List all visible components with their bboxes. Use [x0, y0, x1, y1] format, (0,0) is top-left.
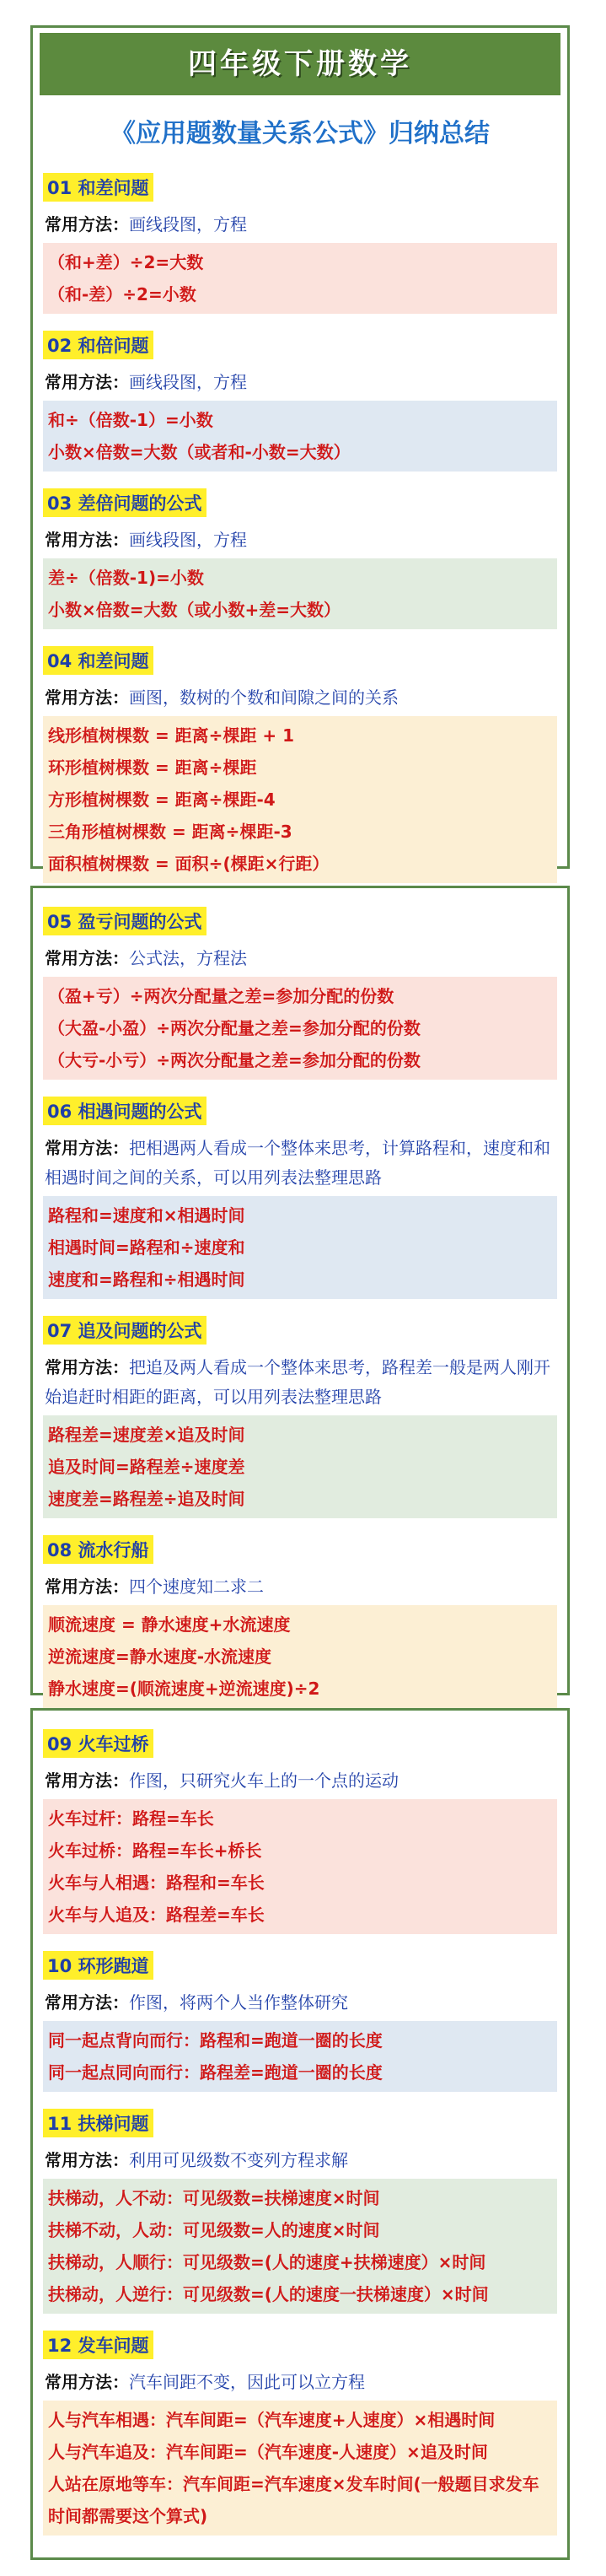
- title-banner: 四年级下册数学: [40, 33, 560, 95]
- method-line: [45, 1988, 557, 2018]
- formula-line: （和+差）÷2=大数: [48, 252, 204, 272]
- formula-line: （大亏-小亏）÷两次分配量之差=参加分配的份数: [48, 1050, 421, 1070]
- section-05: [33, 907, 567, 1080]
- section-title: 01 和差问题: [43, 173, 153, 202]
- method-label: 常用方法：: [45, 372, 129, 392]
- method-label: 常用方法：: [45, 948, 129, 968]
- method-line: [45, 2146, 557, 2175]
- method-text: 把追及两人看成一个整体来思考，路程差一般是两人刚开始追赶时相距的距离，可以用列表法整理思路: [45, 1357, 550, 1407]
- formula-line: 扶梯动，人顺行：可见级数=(人的速度+扶梯速度）×时间: [48, 2252, 486, 2272]
- method-line: [45, 1134, 557, 1193]
- section-title: 02 和倍问题: [43, 331, 153, 359]
- panel-1: [30, 25, 570, 874]
- formula-line: 路程和=速度和×相遇时间: [48, 1205, 245, 1226]
- method-line: [45, 1766, 557, 1796]
- method-label: 常用方法：: [45, 1992, 129, 2013]
- method-label: 常用方法：: [45, 214, 129, 234]
- section-title: 09 火车过桥: [43, 1729, 153, 1758]
- method-line: [45, 368, 557, 397]
- formula-line: 人与汽车相遇：汽车间距=（汽车速度+人速度）×相遇时间: [48, 2410, 496, 2430]
- section-title: 07 追及问题的公式: [43, 1316, 206, 1345]
- method-text: 画图，数树的个数和间隙之间的关系: [129, 687, 399, 708]
- formula-line: 和÷（倍数-1）=小数: [48, 410, 213, 430]
- formula-line: 方形植树棵数 = 距离÷棵距-4: [48, 790, 276, 810]
- method-text: 四个速度知二求二: [129, 1576, 264, 1597]
- method-line: [45, 1353, 557, 1412]
- method-label: 常用方法：: [45, 1576, 129, 1597]
- formula-line: 路程差=速度差×追及时间: [48, 1425, 245, 1445]
- formula-box: [43, 977, 557, 1080]
- method-text: 画线段图，方程: [129, 530, 247, 550]
- section-12: [33, 2331, 567, 2536]
- method-label: 常用方法：: [45, 1770, 129, 1791]
- method-text: 作图，只研究火车上的一个点的运动: [129, 1770, 399, 1791]
- method-label: 常用方法：: [45, 687, 129, 708]
- section-title: 05 盈亏问题的公式: [43, 907, 206, 935]
- section-06: [33, 1097, 567, 1299]
- method-line: [45, 683, 557, 713]
- formula-line: 追及时间=路程差÷速度差: [48, 1457, 245, 1477]
- formula-line: 速度差=路程差÷追及时间: [48, 1489, 245, 1509]
- section-title: 03 差倍问题的公式: [43, 488, 206, 517]
- formula-line: 差÷（倍数-1)=小数: [48, 568, 204, 588]
- formula-line: 逆流速度=静水速度-水流速度: [48, 1646, 272, 1667]
- formula-box: [43, 716, 557, 883]
- method-label: 常用方法：: [45, 2372, 129, 2392]
- panel-3: [30, 1708, 570, 2560]
- section-title: 04 和差问题: [43, 646, 153, 675]
- section-title: 08 流水行船: [43, 1535, 153, 1564]
- method-line: [45, 1572, 557, 1602]
- section-title: 12 发车问题: [43, 2331, 153, 2359]
- formula-line: 人站在原地等车：汽车间距=汽车速度×发车时间(一般题目求发车时间都需要这个算式): [48, 2474, 539, 2526]
- section-01: [33, 173, 567, 314]
- page-subtitle: 《应用题数量关系公式》归纳总结: [110, 119, 490, 148]
- formula-line: （和-差）÷2=小数: [48, 284, 196, 304]
- formula-line: 速度和=路程和÷相遇时间: [48, 1269, 245, 1290]
- method-line: [45, 2368, 557, 2397]
- formula-line: 三角形植树棵数 = 距离÷棵距-3: [48, 822, 292, 842]
- formula-line: 人与汽车追及：汽车间距=（汽车速度-人速度）×追及时间: [48, 2442, 488, 2462]
- formula-line: 线形植树棵数 = 距离÷棵距 + 1: [48, 725, 295, 746]
- formula-line: 顺流速度 = 静水速度+水流速度: [48, 1614, 291, 1635]
- formula-line: 面积植树棵数 = 面积÷(棵距×行距）: [48, 854, 330, 874]
- panel-3-content: [33, 1711, 567, 2536]
- method-text: 公式法，方程法: [129, 948, 247, 968]
- panel-2: [30, 886, 570, 1699]
- formula-line: 小数×倍数=大数（或者和-小数=大数）: [48, 442, 351, 462]
- formula-line: 小数×倍数=大数（或小数+差=大数）: [48, 600, 341, 620]
- formula-line: 扶梯不动，人动：可见级数=人的速度×时间: [48, 2220, 380, 2240]
- section-title: 10 环形跑道: [43, 1951, 153, 1980]
- formula-line: 火车与人相遇：路程和=车长: [48, 1873, 265, 1893]
- method-text: 画线段图，方程: [129, 372, 247, 392]
- formula-line: 火车与人追及：路程差=车长: [48, 1905, 265, 1925]
- formula-line: 同一起点同向而行：路程差=跑道一圈的长度: [48, 2062, 383, 2083]
- formula-box: [43, 2179, 557, 2314]
- method-text: 画线段图，方程: [129, 214, 247, 234]
- method-text: 把相遇两人看成一个整体来思考，计算路程和，速度和和相遇时间之间的关系，可以用列表法整理思路: [45, 1138, 550, 1188]
- section-02: [33, 331, 567, 472]
- formula-box: [43, 1196, 557, 1299]
- method-text: 利用可见级数不变列方程求解: [129, 2150, 348, 2170]
- formula-box: [43, 401, 557, 472]
- section-11: [33, 2109, 567, 2314]
- section-03: [33, 488, 567, 629]
- panel-1-content: [33, 173, 567, 883]
- formula-box: [43, 1415, 557, 1518]
- formula-line: （盈+亏）÷两次分配量之差=参加分配的份数: [48, 986, 394, 1006]
- method-label: 常用方法：: [45, 530, 129, 550]
- formula-line: 环形植树棵数 = 距离÷棵距: [48, 757, 257, 778]
- formula-line: 相遇时间=路程和÷速度和: [48, 1237, 245, 1258]
- panel-2-content: [33, 888, 567, 1740]
- section-09: [33, 1729, 567, 1934]
- formula-box: [43, 2021, 557, 2092]
- section-title: 11 扶梯问题: [43, 2109, 153, 2137]
- formula-box: [43, 558, 557, 629]
- section-title: 06 相遇问题的公式: [43, 1097, 206, 1125]
- method-label: 常用方法：: [45, 2150, 129, 2170]
- section-07: [33, 1316, 567, 1518]
- formula-box: [43, 2401, 557, 2536]
- method-line: [45, 210, 557, 240]
- formula-box: [43, 1799, 557, 1934]
- method-line: [45, 944, 557, 973]
- formula-line: 扶梯动，人逆行：可见级数=(人的速度一扶梯速度）×时间: [48, 2284, 489, 2304]
- formula-line: 同一起点背向而行：路程和=跑道一圈的长度: [48, 2030, 383, 2051]
- formula-line: 静水速度=(顺流速度+逆流速度)÷2: [48, 1679, 320, 1699]
- formula-line: （大盈-小盈）÷两次分配量之差=参加分配的份数: [48, 1018, 421, 1038]
- formula-line: 火车过杆：路程=车长: [48, 1808, 214, 1829]
- formula-box: [43, 243, 557, 314]
- formula-line: 火车过桥：路程=车长+桥长: [48, 1840, 262, 1861]
- method-label: 常用方法：: [45, 1138, 129, 1158]
- section-10: [33, 1951, 567, 2092]
- method-text: 作图，将两个人当作整体研究: [129, 1992, 348, 2013]
- method-label: 常用方法：: [45, 1357, 129, 1377]
- method-text: 汽车间距不变，因此可以立方程: [129, 2372, 365, 2392]
- section-04: [33, 646, 567, 883]
- formula-line: 扶梯动，人不动：可见级数=扶梯速度×时间: [48, 2188, 380, 2208]
- method-line: [45, 525, 557, 555]
